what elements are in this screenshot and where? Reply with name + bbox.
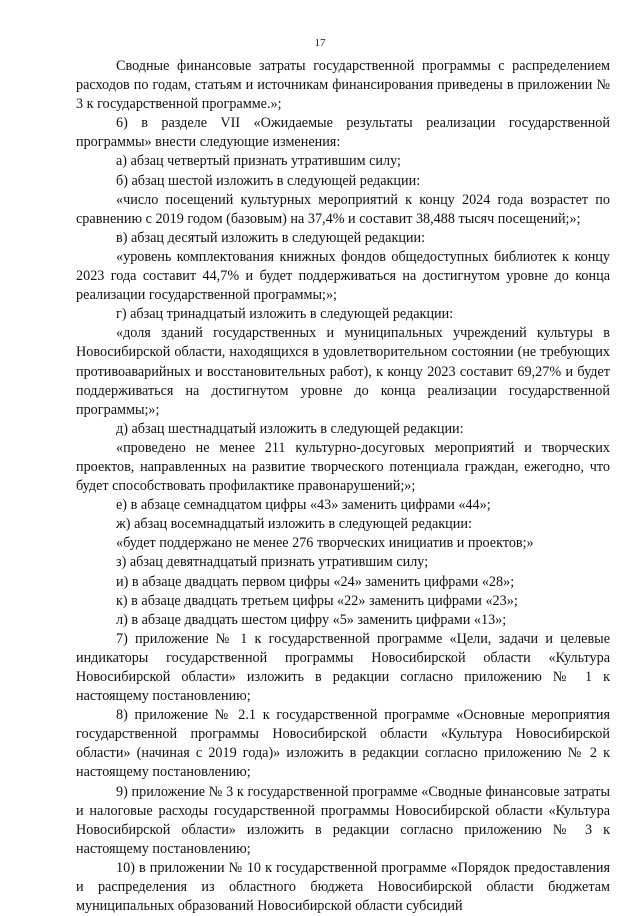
paragraph: «проведено не менее 211 культурно-досуговых мероприятий и творческих проектов, направленных на развитие творческого потенциала граждан, ежегодно, что будет способствовать профилактике правонарушений;»;	[76, 439, 610, 495]
paragraph: Сводные финансовые затраты государственной программы с распределением расходов по годам, статьям и источникам финансирования приведены в приложении № 3 к государственной программе.»;	[76, 58, 610, 113]
paragraph: б) абзац шестой изложить в следующей редакции:	[116, 172, 421, 189]
paragraph: ж) абзац восемнадцатый изложить в следующей редакции:	[116, 516, 472, 533]
paragraph: «будет поддержано не менее 276 творческих инициатив и проектов;»	[116, 535, 534, 552]
page-number: 17	[314, 37, 326, 49]
paragraph: л) в абзаце двадцать шестом цифру «5» заменить цифрами «13»;	[116, 611, 507, 628]
paragraph: 10) в приложении № 10 к государственной программе «Порядок предоставления и распределения из областного бюджета Новосибирской области бюджетам муниципальных образований Новосибирской области субсидий	[76, 859, 610, 915]
paragraph: в) абзац десятый изложить в следующей редакции:	[116, 229, 426, 246]
paragraph: 7) приложение № 1 к государственной программе «Цели, задачи и целевые индикаторы государственной программы Новосибирской области «Культура Новосибирской области» изложить в редакции согласно приложению № 1 к настоящему постановлению;	[76, 630, 610, 705]
paragraph: «доля зданий государственных и муниципальных учреждений культуры в Новосибирской области, находящихся в удовлетворительном состоянии (не требующих противоаварийных и восстановительных работ), к концу 2023 составит 69,27% и будет поддерживаться на достигнутом уровне до конца реализации государственной программы;»;	[76, 325, 610, 418]
paragraph: з) абзац девятнадцатый признать утратившим силу;	[116, 554, 429, 571]
paragraph: 8) приложение № 2.1 к государственной программе «Основные мероприятия государственной программы Новосибирской области «Культура Новосибирской области» (начиная с 2019 года)» изложить в редакции согласно приложению № 2 к настоящему постановлению;	[76, 707, 610, 781]
paragraph: к) в абзаце двадцать третьем цифры «22» заменить цифрами «23»;	[116, 592, 518, 609]
paragraph: а) абзац четвертый признать утратившим силу;	[116, 153, 401, 170]
paragraph: 6) в разделе VII «Ожидаемые результаты реализации государственной программы» внести следующие изменения:	[76, 115, 610, 151]
paragraph: и) в абзаце двадцать первом цифры «24» заменить цифрами «28»;	[116, 573, 515, 590]
paragraph: е) в абзаце семнадцатом цифры «43» заменить цифрами «44»;	[116, 497, 491, 514]
document-body	[76, 57, 610, 916]
paragraph: 9) приложение № 3 к государственной программе «Сводные финансовые затраты и налоговые расходы государственной программы Новосибирской области «Культура Новосибирской области» изложить в редакции согласно приложению № 3 к настоящему постановлению;	[76, 783, 610, 857]
paragraph: г) абзац тринадцатый изложить в следующей редакции:	[116, 306, 454, 323]
paragraph: д) абзац шестнадцатый изложить в следующей редакции:	[116, 420, 464, 437]
paragraph: «уровень комплектования книжных фондов общедоступных библиотек к концу 2023 года составит 44,7% и будет поддерживаться на достигнутом уровне до конца реализации государственной программы;»;	[76, 248, 610, 304]
paragraph: «число посещений культурных мероприятий к концу 2024 года возрастет по сравнению с 2019 годом (базовым) на 37,4% и составит 38,488 тысяч посещений;»;	[76, 191, 610, 227]
